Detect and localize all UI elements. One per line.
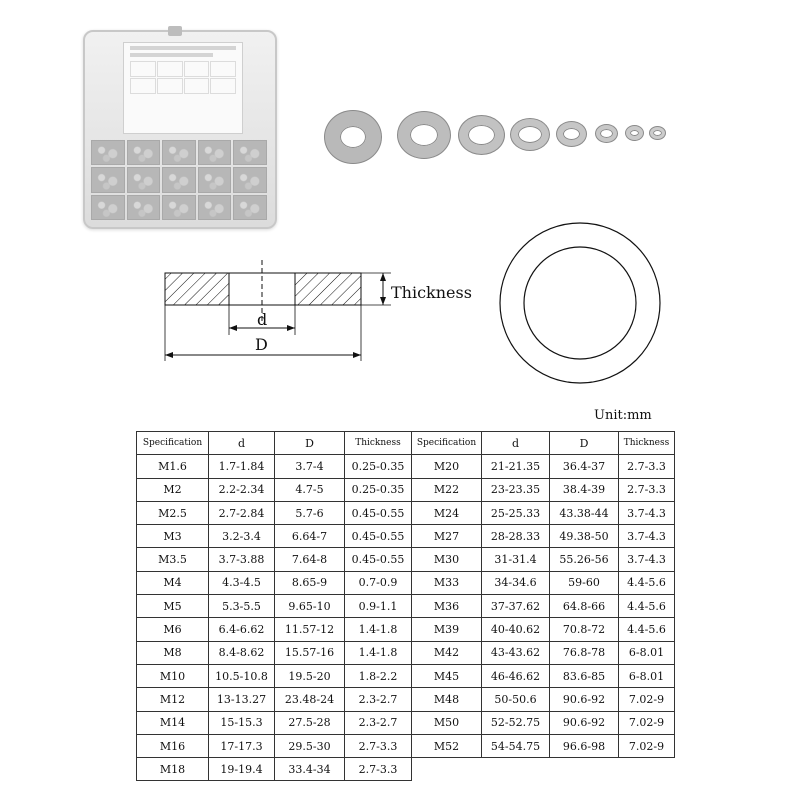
table-cell: 6.64-7 (275, 525, 345, 548)
table-cell: 2.7-3.3 (345, 734, 412, 757)
table-cell: 28-28.33 (482, 525, 550, 548)
table-row (137, 664, 675, 687)
table-cell: 0.9-1.1 (345, 595, 412, 618)
washer-photo (650, 127, 665, 139)
header-specification: Specification (137, 432, 209, 455)
table-row (137, 501, 675, 524)
table-cell: 2.7-3.3 (619, 455, 675, 478)
washer-photo (398, 112, 450, 158)
inner-diameter-label: d (257, 310, 268, 329)
table-cell: 3.7-4.3 (619, 501, 675, 524)
table-cell: 52-52.75 (482, 711, 550, 734)
table-row (137, 455, 675, 478)
table-cell: M4 (137, 571, 209, 594)
table-row (137, 525, 675, 548)
table-cell: M27 (412, 525, 482, 548)
table-cell: M30 (412, 548, 482, 571)
table-cell: 6-8.01 (619, 664, 675, 687)
table-cell: 4.4-5.6 (619, 595, 675, 618)
table-cell: 5.3-5.5 (209, 595, 275, 618)
table-row (137, 758, 675, 781)
table-row (137, 688, 675, 711)
table-cell: M39 (412, 618, 482, 641)
washer-photo (459, 116, 504, 154)
header-inner-diameter: d (209, 432, 275, 455)
table-cell: 27.5-28 (275, 711, 345, 734)
table-cell: 3.2-3.4 (209, 525, 275, 548)
table-cell: M2 (137, 478, 209, 501)
table-cell: 50-50.6 (482, 688, 550, 711)
table-cell: 0.7-0.9 (345, 571, 412, 594)
table-cell: 21-21.35 (482, 455, 550, 478)
table-cell: M52 (412, 734, 482, 757)
washer-cross-section-drawing (155, 255, 485, 365)
table-header-row (137, 432, 675, 455)
table-row (137, 478, 675, 501)
product-photo-storage-box (83, 30, 277, 229)
table-cell: M12 (137, 688, 209, 711)
table-cell: 8.65-9 (275, 571, 345, 594)
box-compartments (91, 140, 267, 220)
thickness-label: Thickness (391, 283, 472, 302)
table-cell: M42 (412, 641, 482, 664)
table-cell: 7.02-9 (619, 734, 675, 757)
table-cell: 5.7-6 (275, 501, 345, 524)
table-cell: 37-37.62 (482, 595, 550, 618)
empty-cell (482, 758, 550, 781)
table-cell: 17-17.3 (209, 734, 275, 757)
header-outer-diameter: D (275, 432, 345, 455)
table-cell: M45 (412, 664, 482, 687)
table-cell: 11.57-12 (275, 618, 345, 641)
header-specification: Specification (412, 432, 482, 455)
table-cell: 38.4-39 (550, 478, 619, 501)
table-cell: 9.65-10 (275, 595, 345, 618)
box-label-sticker (123, 42, 243, 134)
table-cell: 55.26-56 (550, 548, 619, 571)
table-cell: 33.4-34 (275, 758, 345, 781)
hatched-section-left (165, 273, 229, 305)
header-outer-diameter: D (550, 432, 619, 455)
table-cell: M8 (137, 641, 209, 664)
table-cell: M14 (137, 711, 209, 734)
table-cell: 15-15.3 (209, 711, 275, 734)
empty-cell (619, 758, 675, 781)
table-cell: 1.8-2.2 (345, 664, 412, 687)
table-cell: 23.48-24 (275, 688, 345, 711)
table-cell: 0.45-0.55 (345, 525, 412, 548)
table-cell: 7.64-8 (275, 548, 345, 571)
table-cell: 3.7-4.3 (619, 525, 675, 548)
unit-label: Unit:mm (594, 408, 652, 423)
table-cell: 19.5-20 (275, 664, 345, 687)
table-cell: M50 (412, 711, 482, 734)
table-cell: 43-43.62 (482, 641, 550, 664)
table-cell: 13-13.27 (209, 688, 275, 711)
table-cell: 7.02-9 (619, 688, 675, 711)
table-cell: 90.6-92 (550, 688, 619, 711)
table-cell: 8.4-8.62 (209, 641, 275, 664)
hatched-section-right (295, 273, 361, 305)
table-cell: 6.4-6.62 (209, 618, 275, 641)
table-cell: 43.38-44 (550, 501, 619, 524)
table-row (137, 641, 675, 664)
table-cell: 2.2-2.34 (209, 478, 275, 501)
table-cell: 4.7-5 (275, 478, 345, 501)
washer-photo (557, 122, 586, 146)
table-cell: M5 (137, 595, 209, 618)
table-row (137, 734, 675, 757)
table-cell: 3.7-4.3 (619, 548, 675, 571)
table-cell: 2.7-2.84 (209, 501, 275, 524)
table-cell: 2.3-2.7 (345, 688, 412, 711)
table-cell: M2.5 (137, 501, 209, 524)
table-cell: 2.7-3.3 (345, 758, 412, 781)
table-cell: M33 (412, 571, 482, 594)
table-cell: M36 (412, 595, 482, 618)
table-cell: 40-40.62 (482, 618, 550, 641)
table-cell: 29.5-30 (275, 734, 345, 757)
table-cell: 4.3-4.5 (209, 571, 275, 594)
table-cell: 0.45-0.55 (345, 501, 412, 524)
washer-photo (511, 119, 549, 150)
table-cell: M3.5 (137, 548, 209, 571)
table-cell: 23-23.35 (482, 478, 550, 501)
table-cell: 46-46.62 (482, 664, 550, 687)
table-cell: 49.38-50 (550, 525, 619, 548)
table-cell: 0.25-0.35 (345, 455, 412, 478)
table-cell: M1.6 (137, 455, 209, 478)
table-row (137, 595, 675, 618)
table-row (137, 571, 675, 594)
table-cell: M3 (137, 525, 209, 548)
empty-cell (412, 758, 482, 781)
table-cell: 3.7-3.88 (209, 548, 275, 571)
table-cell: 25-25.33 (482, 501, 550, 524)
washer-photo (626, 126, 643, 140)
empty-cell (550, 758, 619, 781)
box-latch (168, 26, 182, 36)
table-cell: 15.57-16 (275, 641, 345, 664)
table-cell: 0.45-0.55 (345, 548, 412, 571)
washer-top-view-drawing (495, 218, 665, 388)
table-cell: 10.5-10.8 (209, 664, 275, 687)
table-cell: M48 (412, 688, 482, 711)
table-cell: 96.6-98 (550, 734, 619, 757)
table-cell: 64.8-66 (550, 595, 619, 618)
table-cell: M10 (137, 664, 209, 687)
table-cell: 70.8-72 (550, 618, 619, 641)
table-cell: 4.4-5.6 (619, 571, 675, 594)
table-cell: 1.4-1.8 (345, 641, 412, 664)
table-cell: 31-31.4 (482, 548, 550, 571)
table-cell: 3.7-4 (275, 455, 345, 478)
table-cell: 6-8.01 (619, 641, 675, 664)
table-cell: 34-34.6 (482, 571, 550, 594)
table-cell: 2.7-3.3 (619, 478, 675, 501)
table-cell: M18 (137, 758, 209, 781)
table-row (137, 548, 675, 571)
table-row (137, 618, 675, 641)
header-thickness: Thickness (345, 432, 412, 455)
outer-diameter-label: D (255, 335, 268, 354)
header-thickness: Thickness (619, 432, 675, 455)
table-cell: 1.4-1.8 (345, 618, 412, 641)
table-cell: M6 (137, 618, 209, 641)
header-inner-diameter: d (482, 432, 550, 455)
washer-photo (325, 111, 381, 163)
table-cell: 59-60 (550, 571, 619, 594)
table-cell: 90.6-92 (550, 711, 619, 734)
washer-photo (596, 125, 617, 142)
table-cell: 2.3-2.7 (345, 711, 412, 734)
table-cell: M20 (412, 455, 482, 478)
table-cell: 83.6-85 (550, 664, 619, 687)
table-cell: 1.7-1.84 (209, 455, 275, 478)
table-row (137, 711, 675, 734)
table-cell: 54-54.75 (482, 734, 550, 757)
table-cell: 7.02-9 (619, 711, 675, 734)
table-cell: M16 (137, 734, 209, 757)
table-cell: 4.4-5.6 (619, 618, 675, 641)
washer-specification-table (136, 431, 675, 781)
table-cell: 76.8-78 (550, 641, 619, 664)
table-cell: 19-19.4 (209, 758, 275, 781)
table-cell: M22 (412, 478, 482, 501)
table-cell: 0.25-0.35 (345, 478, 412, 501)
table-cell: M24 (412, 501, 482, 524)
table-cell: 36.4-37 (550, 455, 619, 478)
